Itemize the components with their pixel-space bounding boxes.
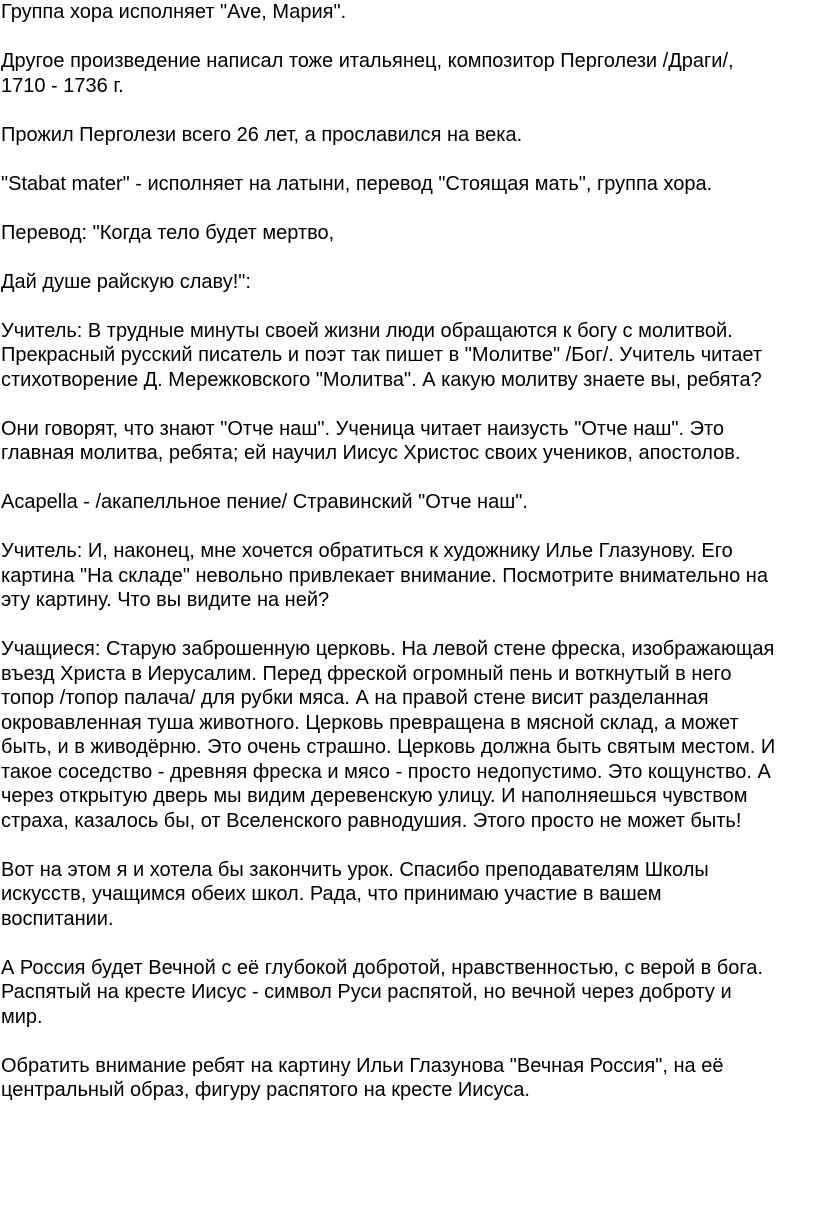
text-line: Распятый на кресте Иисус - символ Руси распятой, но вечной через доброту и bbox=[1, 981, 732, 1003]
text-line: центральный образ, фигуру распятого на кресте Иисуса. bbox=[1, 1079, 530, 1101]
text-line: Вот на этом я и хотела бы закончить урок. Спасибо преподавателям Школы bbox=[1, 858, 709, 881]
paragraph bbox=[1, 417, 810, 466]
text-line: через открытую дверь мы видим деревенскую улицу. И наполняешься чувством bbox=[1, 785, 748, 807]
paragraph bbox=[1, 221, 810, 246]
text-line: Обратить внимание ребят на картину Ильи Глазунова "Вечная Россия", на её bbox=[1, 1054, 724, 1077]
paragraph bbox=[1, 49, 810, 98]
paragraph bbox=[1, 172, 810, 197]
text-line: Они говорят, что знают "Отче наш". Ученица читает наизусть "Отче наш". Это bbox=[1, 417, 725, 440]
text-line: 1710 - 1736 г. bbox=[1, 74, 124, 97]
text-line: Acapella - /акапелльное пение/ Стравинский "Отче наш". bbox=[1, 491, 528, 513]
text-line: окровавленная туша животного. Церковь превращена в мясной склад, а может bbox=[1, 711, 739, 734]
text-line: такое соседство - древняя фреска и мясо - просто недопустимо. Это кощунство. А bbox=[1, 760, 771, 783]
paragraph bbox=[1, 123, 810, 148]
text-line: стихотворение Д. Мережковского "Молитва". А какую молитву знаете вы, ребята? bbox=[1, 368, 762, 391]
text-line: главная молитва, ребята; ей научил Иисус Христос своих учеников, апостолов. bbox=[1, 442, 741, 464]
text-line: топор /топор палача/ для рубки мяса. А на правой стене висит разделанная bbox=[1, 687, 709, 709]
text-line: Дай душе райскую славу!": bbox=[1, 270, 251, 293]
text-line: Группа хора исполняет "Ave, Мария". bbox=[1, 1, 347, 23]
document-body bbox=[1, 0, 810, 1103]
text-line: Прожил Перголези всего 26 лет, а прославился на века. bbox=[1, 123, 523, 146]
text-line: эту картину. Что вы видите на ней? bbox=[1, 589, 330, 611]
text-line: Учащиеся: Старую заброшенную церковь. На левой стене фреска, изображающая bbox=[1, 638, 775, 660]
text-line: въезд Христа в Иерусалим. Перед фреской огромный пень и воткнутый в него bbox=[1, 662, 732, 685]
text-line: "Stabat mater" - исполняет на латыни, перевод "Стоящая мать", группа хора. bbox=[1, 172, 713, 195]
paragraph bbox=[1, 319, 810, 393]
text-line: Учитель: В трудные минуты своей жизни люди обращаются к богу с молитвой. bbox=[1, 319, 733, 342]
paragraph bbox=[1, 270, 810, 295]
paragraph bbox=[1, 956, 810, 1030]
text-line: картина "На складе" невольно привлекает внимание. Посмотрите внимательно на bbox=[1, 564, 768, 587]
text-line: страха, казалось бы, от Вселенского равнодушия. Этого просто не может быть! bbox=[1, 809, 742, 832]
paragraph bbox=[1, 490, 810, 515]
text-line: быть, и в живодёрню. Это очень страшно. Церковь должна быть святым местом. И bbox=[1, 736, 776, 758]
paragraph bbox=[1, 1054, 810, 1103]
paragraph bbox=[1, 637, 810, 833]
text-line: Перевод: "Когда тело будет мертво, bbox=[1, 221, 335, 244]
text-line: искусств, учащимся обеих школ. Рада, что принимаю участие в вашем bbox=[1, 883, 662, 905]
text-line: А Россия будет Вечной с её глубокой добротой, нравственностью, с верой в бога. bbox=[1, 956, 763, 979]
paragraph bbox=[1, 539, 810, 613]
text-line: Учитель: И, наконец, мне хочется обратиться к художнику Илье Глазунову. Его bbox=[1, 540, 733, 562]
text-line: Прекрасный русский писатель и поэт так пишет в "Молитве" /Бог/. Учитель читает bbox=[1, 344, 762, 366]
text-line: мир. bbox=[1, 1005, 43, 1028]
paragraph bbox=[1, 0, 810, 25]
text-line: воспитании. bbox=[1, 907, 114, 930]
text-line: Другое произведение написал тоже итальянец, композитор Перголези /Драги/, bbox=[1, 50, 734, 72]
paragraph bbox=[1, 858, 810, 932]
